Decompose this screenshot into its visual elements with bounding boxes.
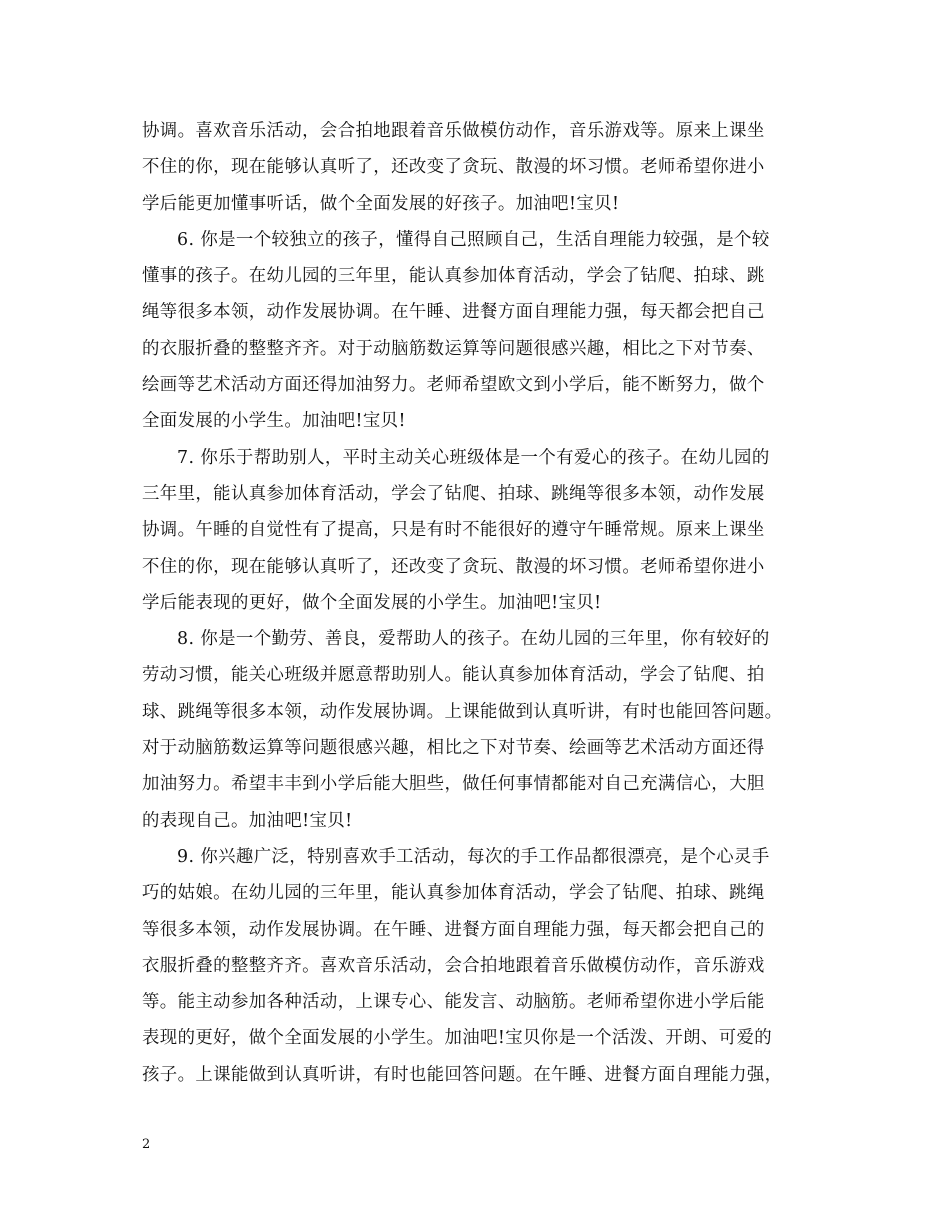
text-line: 的表现自己。加油吧!宝贝! [142,810,353,831]
text-line: 衣服折叠的整整齐齐。喜欢音乐活动，会合拍地跟着音乐做模仿动作，音乐游戏 [142,955,765,976]
text-line: 学后能更加懂事听话，做个全面发展的好孩子。加油吧!宝贝! [142,193,620,214]
text-line: 懂事的孩子。在幼儿园的三年里，能认真参加体育活动，学会了钻爬、拍球、跳 [142,266,765,287]
text-line: 不住的你，现在能够认真听了，还改变了贪玩、散漫的坏习惯。老师希望你进小 [142,157,765,178]
body-text [142,113,822,1093]
text-line: 不住的你，现在能够认真听了，还改变了贪玩、散漫的坏习惯。老师希望你进小 [142,556,765,577]
text-line: 绳等很多本领，动作发展协调。在午睡、进餐方面自理能力强，每天都会把自己 [142,302,765,323]
text-line: 三年里，能认真参加体育活动，学会了钻爬、拍球、跳绳等很多本领，动作发展 [142,483,765,504]
text-line: 表现的更好，做个全面发展的小学生。加油吧!宝贝你是一个活泼、开朗、可爱的 [142,1028,773,1049]
text-line: 的衣服折叠的整整齐齐。对于动脑筋数运算等问题很感兴趣，相比之下对节奏、 [142,338,765,359]
paragraph-6-start: 6. 你是一个较独立的孩子，懂得自己照顾自己，生活自理能力较强，是个较 [177,229,770,250]
text-line: 巧的姑娘。在幼儿园的三年里，能认真参加体育活动，学会了钻爬、拍球、跳绳 [142,883,765,904]
text-line: 等。能主动参加各种活动，上课专心、能发言、动脑筋。老师希望你进小学后能 [142,992,765,1013]
text-line: 球、跳绳等很多本领，动作发展协调。上课能做到认真听讲，有时也能回答问题。 [142,701,783,722]
text-line: 劳动习惯，能关心班级并愿意帮助别人。能认真参加体育活动，学会了钻爬、拍 [142,665,765,686]
text-line: 加油努力。希望丰丰到小学后能大胆些，做任何事情都能对自己充满信心，大胆 [142,774,765,795]
text-line: 协调。喜欢音乐活动，会合拍地跟着音乐做模仿动作，音乐游戏等。原来上课坐 [142,121,765,141]
page-number: 2 [142,1137,151,1152]
paragraph-9-start: 9. 你兴趣广泛，特别喜欢手工活动，每次的手工作品都很漂亮，是个心灵手 [177,846,770,867]
text-line: 全面发展的小学生。加油吧!宝贝! [142,411,406,432]
text-line: 绘画等艺术活动方面还得加油努力。老师希望欧文到小学后，能不断努力，做个 [142,375,765,396]
paragraph-8-start: 8. 你是一个勤劳、善良，爱帮助人的孩子。在幼儿园的三年里，你有较好的 [177,629,770,650]
text-line: 协调。午睡的自觉性有了提高，只是有时不能很好的遵守午睡常规。原来上课坐 [142,520,765,541]
text-line: 孩子。上课能做到认真听讲，有时也能回答问题。在午睡、进餐方面自理能力强， [142,1064,783,1085]
text-line: 等很多本领，动作发展协调。在午睡、进餐方面自理能力强，每天都会把自己的 [142,919,765,940]
text-line: 对于动脑筋数运算等问题很感兴趣，相比之下对节奏、绘画等艺术活动方面还得 [142,738,765,759]
text-line: 学后能表现的更好，做个全面发展的小学生。加油吧!宝贝! [142,592,602,613]
paragraph-7-start: 7. 你乐于帮助别人，平时主动关心班级体是一个有爱心的孩子。在幼儿园的 [177,447,770,468]
